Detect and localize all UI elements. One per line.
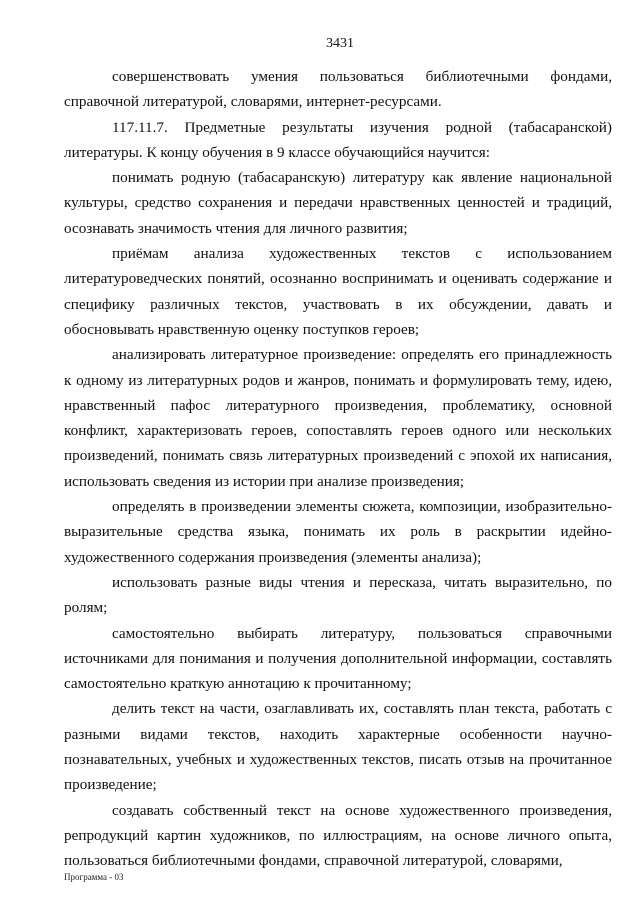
page-footer: Программа - 03 [64,872,124,882]
paragraph-item: делить текст на части, озаглавливать их, составлять план текста, работать с разными видами текстов, находить характерные особенности научно-познавательных, учебных и художественных текстов, писать отзыв на прочитанное произведение; [64,700,612,794]
page-number: 3431 [326,36,354,51]
paragraph-continuation: совершенствовать умения пользоваться библиотечными фондами, справочной литературой, словарями, интернет-ресурсами. [64,68,612,111]
paragraph-item: анализировать литературное произведение: определять его принадлежность к одному из литературных родов и жанров, понимать и формулировать тему, идею, нравственный пафос литературного произведения, проблематику, основной конфликт, характеризовать героев, сопоставлять героев одного или нескольких произведений, понимать связь литературных произведений с эпохой их написания, использовать сведения из истории при анализе произведения; [64,346,612,490]
paragraph-section-heading: 117.11.7. Предметные результаты изучения родной (табасаранской) литературы. К концу обучения в 9 классе обучающийся научится: [64,118,612,161]
document-body [64,64,612,874]
paragraph-item: создавать собственный текст на основе художественного произведения, репродукций картин художников, по иллюстрациям, на основе личного опыта, пользоваться библиотечными фондами, справочной литературой, словарями, [64,801,612,870]
paragraph-item: приёмам анализа художественных текстов с использованием литературоведческих понятий, осознанно воспринимать и оценивать содержание и специфику различных текстов, участвовать в их обсуждении, давать и обосновывать нравственную оценку поступков героев; [64,245,612,338]
paragraph-item: использовать разные виды чтения и пересказа, читать выразительно, по ролям; [64,573,612,617]
paragraph-item: понимать родную (табасаранскую) литературу как явление национальной культуры, средство сохранения и передачи нравственных ценностей и традиций, осознавать значимость чтения для личного развития; [64,169,612,237]
paragraph-item: самостоятельно выбирать литературу, пользоваться справочными источниками для понимания и получения дополнительной информации, составлять самостоятельно краткую аннотацию к прочитанному; [64,624,612,693]
paragraph-item: определять в произведении элементы сюжета, композиции, изобразительно-выразительные средства языка, понимать их роль в раскрытии идейно-художественного содержания произведения (элементы анализа); [64,498,612,566]
